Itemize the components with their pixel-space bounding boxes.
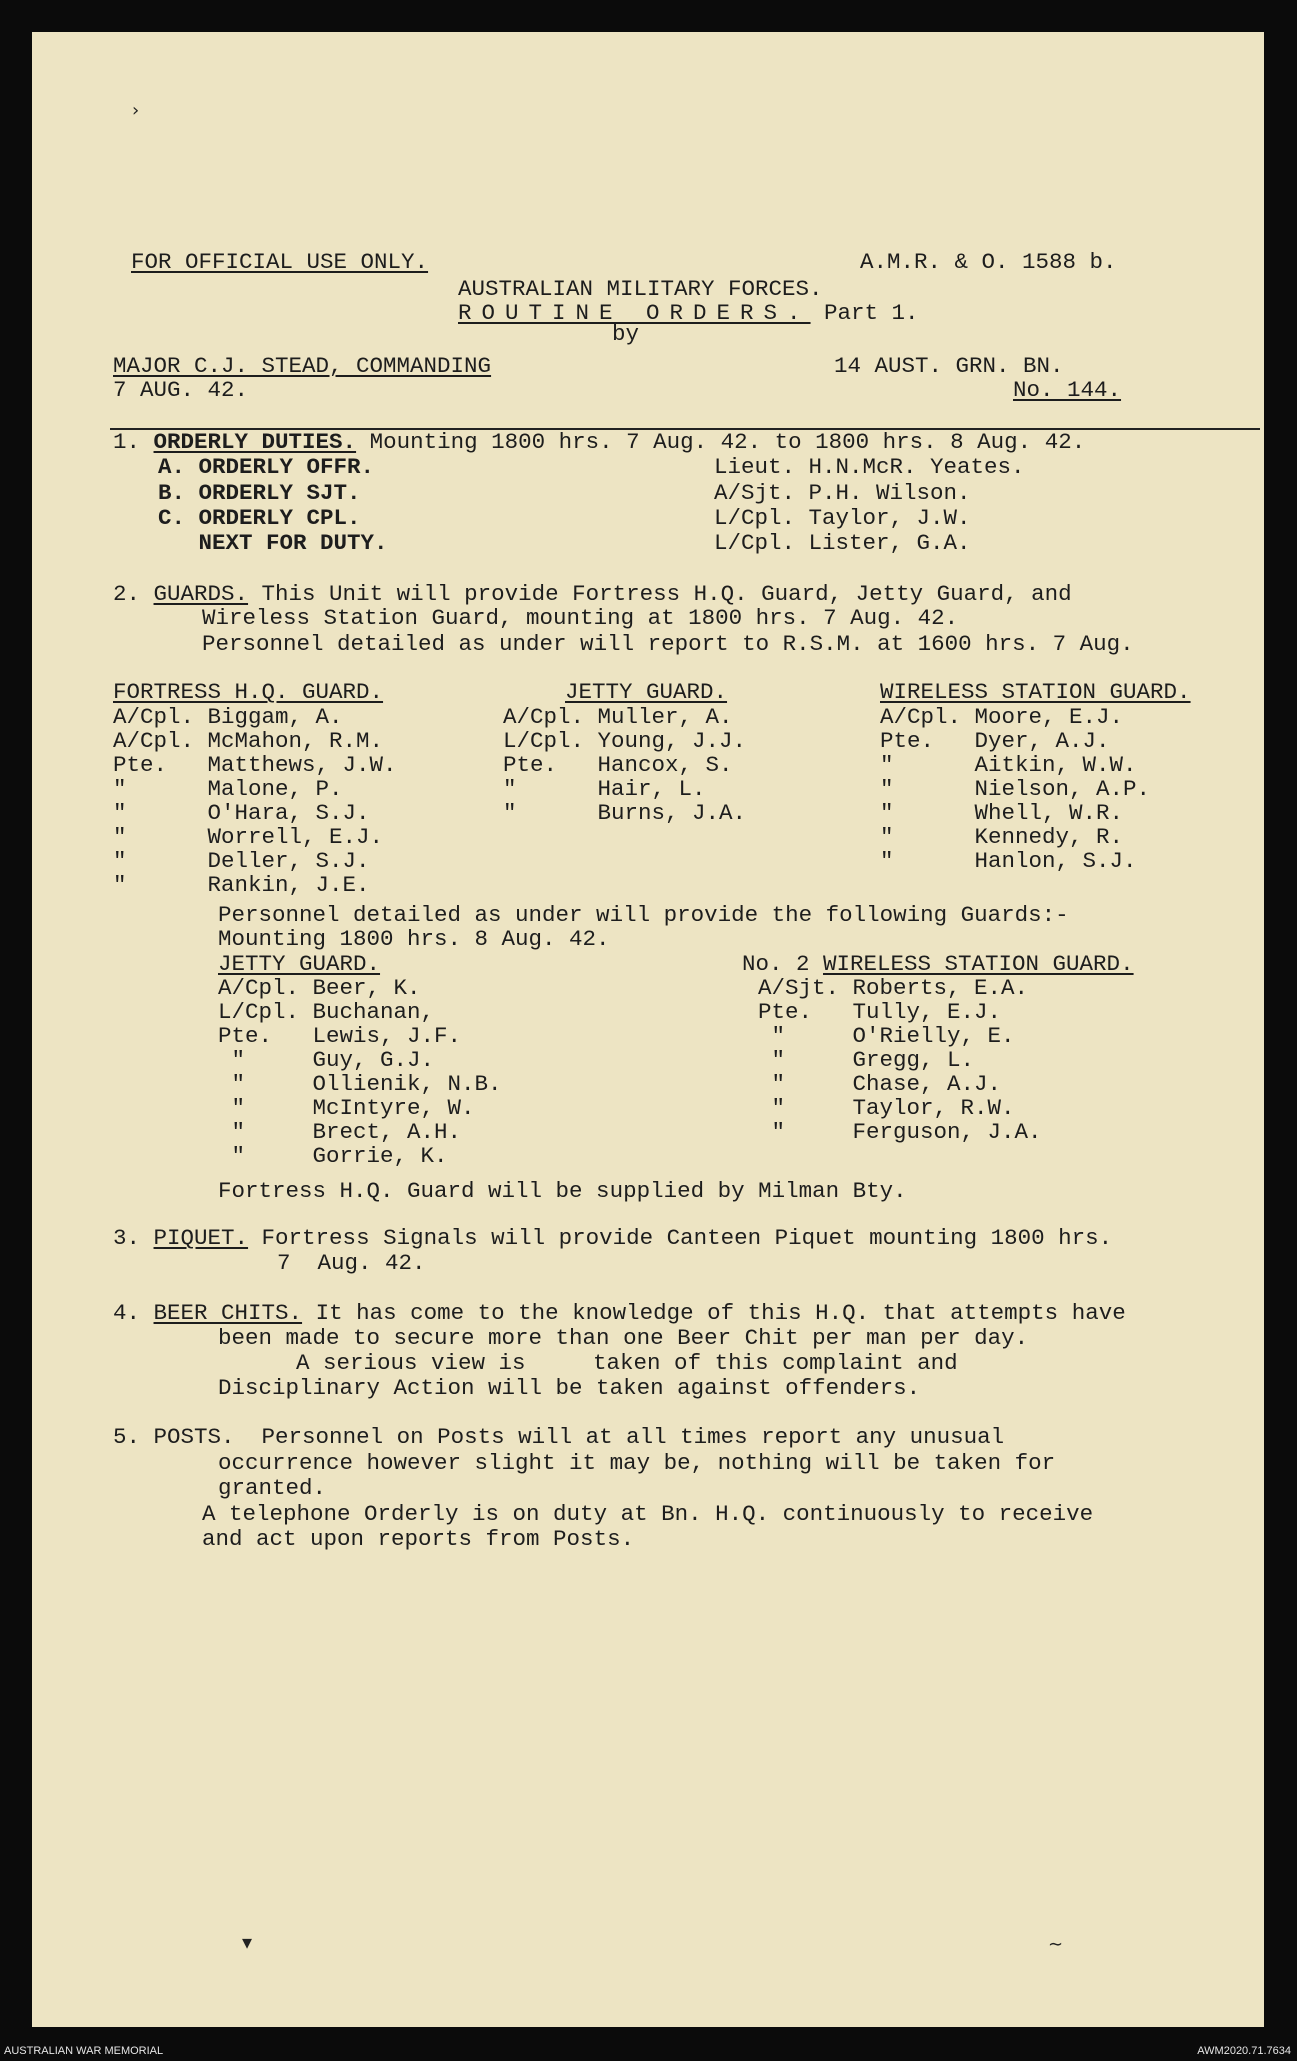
wireless-guard-2-heading (742, 952, 1134, 976)
jetty-guard-title: JETTY GUARD. (565, 679, 728, 705)
guard-member: " O'Hara, S.J. (113, 800, 370, 826)
section-text: A serious view is taken of this complaint and (296, 1350, 958, 1376)
punch-mark-icon: ∼ (1048, 1934, 1064, 1955)
guard-member: Pte. Lewis, J.F. (218, 1023, 462, 1049)
guard-member: " Kennedy, R. (880, 824, 1124, 850)
section-text: Fortress Signals will provide Canteen Piquet mounting 1800 hrs. (248, 1225, 1113, 1251)
guard-member: " Nielson, A.P. (880, 776, 1151, 802)
archive-id: AWM2020.71.7634 (1197, 2045, 1291, 2057)
routine-orders-heading (458, 301, 919, 325)
part-label: Part 1. (810, 300, 919, 326)
guard-member: " Chase, A.J. (758, 1071, 1002, 1097)
guard-member: " Whell, W.R. (880, 800, 1124, 826)
guard-member: " McIntyre, W. (218, 1095, 475, 1121)
section-text: Fortress H.Q. Guard will be supplied by Milman Bty. (218, 1178, 907, 1204)
guard-member: " Guy, G.J. (218, 1047, 435, 1073)
section-text: Personnel detailed as under will provide the following Guards:- (218, 902, 1069, 928)
section-number: 5. (113, 1424, 141, 1450)
by-label: by (612, 321, 640, 347)
guard-member: " Ferguson, J.A. (758, 1119, 1042, 1145)
punch-mark-icon: ▾ (242, 1930, 253, 1954)
guard-member: " Hair, L. (503, 776, 706, 802)
duty-name: L/Cpl. Taylor, J.W. (714, 505, 971, 531)
guard-member: L/Cpl. Buchanan, (218, 999, 435, 1025)
guard-member: " Burns, J.A. (503, 800, 747, 826)
guard-member: Pte. Matthews, J.W. (113, 752, 397, 778)
section-title: ORDERLY DUTIES. (153, 429, 357, 455)
guard-member: Pte. Tully, E.J. (758, 999, 1002, 1025)
order-number: No. 144. (1013, 377, 1122, 403)
order-date: 7 AUG. 42. (113, 377, 249, 403)
guard-member: " Hanlon, S.J. (880, 848, 1137, 874)
document-page (32, 32, 1264, 2027)
section-4 (113, 1301, 1126, 1325)
section-text: occurrence however slight it may be, nothing will be taken for (218, 1450, 1056, 1476)
unit-name: 14 AUST. GRN. BN. (834, 353, 1064, 379)
commanding-officer: MAJOR C.J. STEAD, COMMANDING (113, 353, 492, 379)
section-text: and act upon reports from Posts. (202, 1526, 635, 1552)
section-text: Disciplinary Action will be taken against offenders. (218, 1375, 921, 1401)
guard-member: " Ollienik, N.B. (218, 1071, 502, 1097)
section-title: BEER CHITS. (153, 1300, 303, 1326)
punch-mark-icon: › (132, 100, 140, 121)
section-text: 7 Aug. 42. (277, 1250, 426, 1276)
section-number: 3. (113, 1225, 141, 1251)
guard-member: Pte. Dyer, A.J. (880, 728, 1110, 754)
guard-member: Pte. Hancox, S. (503, 752, 733, 778)
guard-member: " Worrell, E.J. (113, 824, 384, 850)
section-text: Personnel on Posts will at all times report any unusual (234, 1424, 1005, 1450)
section-text: granted. (218, 1475, 327, 1501)
section-text: Mounting 1800 hrs. 7 Aug. 42. to 1800 hrs. 8 Aug. 42. (356, 429, 1086, 455)
routine-orders-title: ROUTINE ORDERS. (458, 300, 811, 326)
wireless-guard-2-title: WIRELESS STATION GUARD. (823, 951, 1134, 977)
section-title: GUARDS. (153, 581, 249, 607)
section-text: been made to secure more than one Beer Chit per man per day. (218, 1325, 1029, 1351)
duty-name: L/Cpl. Lister, G.A. (714, 530, 971, 556)
guard-member: " Deller, S.J. (113, 848, 370, 874)
section-text: It has come to the knowledge of this H.Q. that attempts have (302, 1300, 1126, 1326)
section-title: PIQUET. (153, 1225, 249, 1251)
guard-member: A/Cpl. Moore, E.J. (880, 704, 1124, 730)
order-reference: A.M.R. & O. 1588 b. (860, 249, 1117, 275)
section-title: POSTS. (153, 1424, 235, 1450)
guard-member: " Aitkin, W.W. (880, 752, 1137, 778)
section-1 (113, 430, 1085, 454)
section-number: 4. (113, 1300, 141, 1326)
guard-member: " Malone, P. (113, 776, 343, 802)
guard-member: A/Cpl. Muller, A. (503, 704, 733, 730)
fortress-guard-title: FORTRESS H.Q. GUARD. (113, 679, 384, 705)
section-2 (113, 582, 1072, 606)
section-number: 1. (113, 429, 141, 455)
duty-role: B. ORDERLY SJT. (158, 480, 361, 506)
section-5 (113, 1425, 1004, 1449)
guard-member: L/Cpl. Young, J.J. (503, 728, 747, 754)
guard-member: " Taylor, R.W. (758, 1095, 1015, 1121)
guard-member: A/Sjt. Roberts, E.A. (758, 975, 1029, 1001)
duty-role: NEXT FOR DUTY. (158, 530, 388, 556)
guard-member: A/Cpl. McMahon, R.M. (113, 728, 384, 754)
section-3 (113, 1226, 1112, 1250)
section-text: This Unit will provide Fortress H.Q. Guard, Jetty Guard, and (248, 581, 1072, 607)
guard-member: " O'Rielly, E. (758, 1023, 1015, 1049)
section-text: Personnel detailed as under will report to R.S.M. at 1600 hrs. 7 Aug. (202, 631, 1134, 657)
guard-member: " Brect, A.H. (218, 1119, 462, 1145)
section-text: A telephone Orderly is on duty at Bn. H.Q. continuously to receive (202, 1501, 1094, 1527)
duty-role: C. ORDERLY CPL. (158, 505, 361, 531)
guard-member: " Gregg, L. (758, 1047, 975, 1073)
guard-member: A/Cpl. Biggam, A. (113, 704, 343, 730)
archive-credit: AUSTRALIAN WAR MEMORIAL (4, 2045, 164, 2057)
duty-role: A. ORDERLY OFFR. (158, 454, 375, 480)
guard-member: " Gorrie, K. (218, 1143, 448, 1169)
official-use-label: FOR OFFICIAL USE ONLY. (131, 249, 429, 275)
guard-member: " Rankin, J.E. (113, 872, 370, 898)
forces-heading: AUSTRALIAN MILITARY FORCES. (458, 276, 823, 302)
duty-name: A/Sjt. P.H. Wilson. (714, 480, 971, 506)
section-number: 2. (113, 581, 141, 607)
jetty-guard-2-title: JETTY GUARD. (218, 951, 381, 977)
wireless-guard-title: WIRELESS STATION GUARD. (880, 679, 1191, 705)
duty-name: Lieut. H.N.McR. Yeates. (714, 454, 1025, 480)
guard-member: A/Cpl. Beer, K. (218, 975, 421, 1001)
section-text: Mounting 1800 hrs. 8 Aug. 42. (218, 926, 610, 952)
section-text: Wireless Station Guard, mounting at 1800 hrs. 7 Aug. 42. (202, 605, 959, 631)
guard-number: No. 2 (742, 951, 824, 977)
